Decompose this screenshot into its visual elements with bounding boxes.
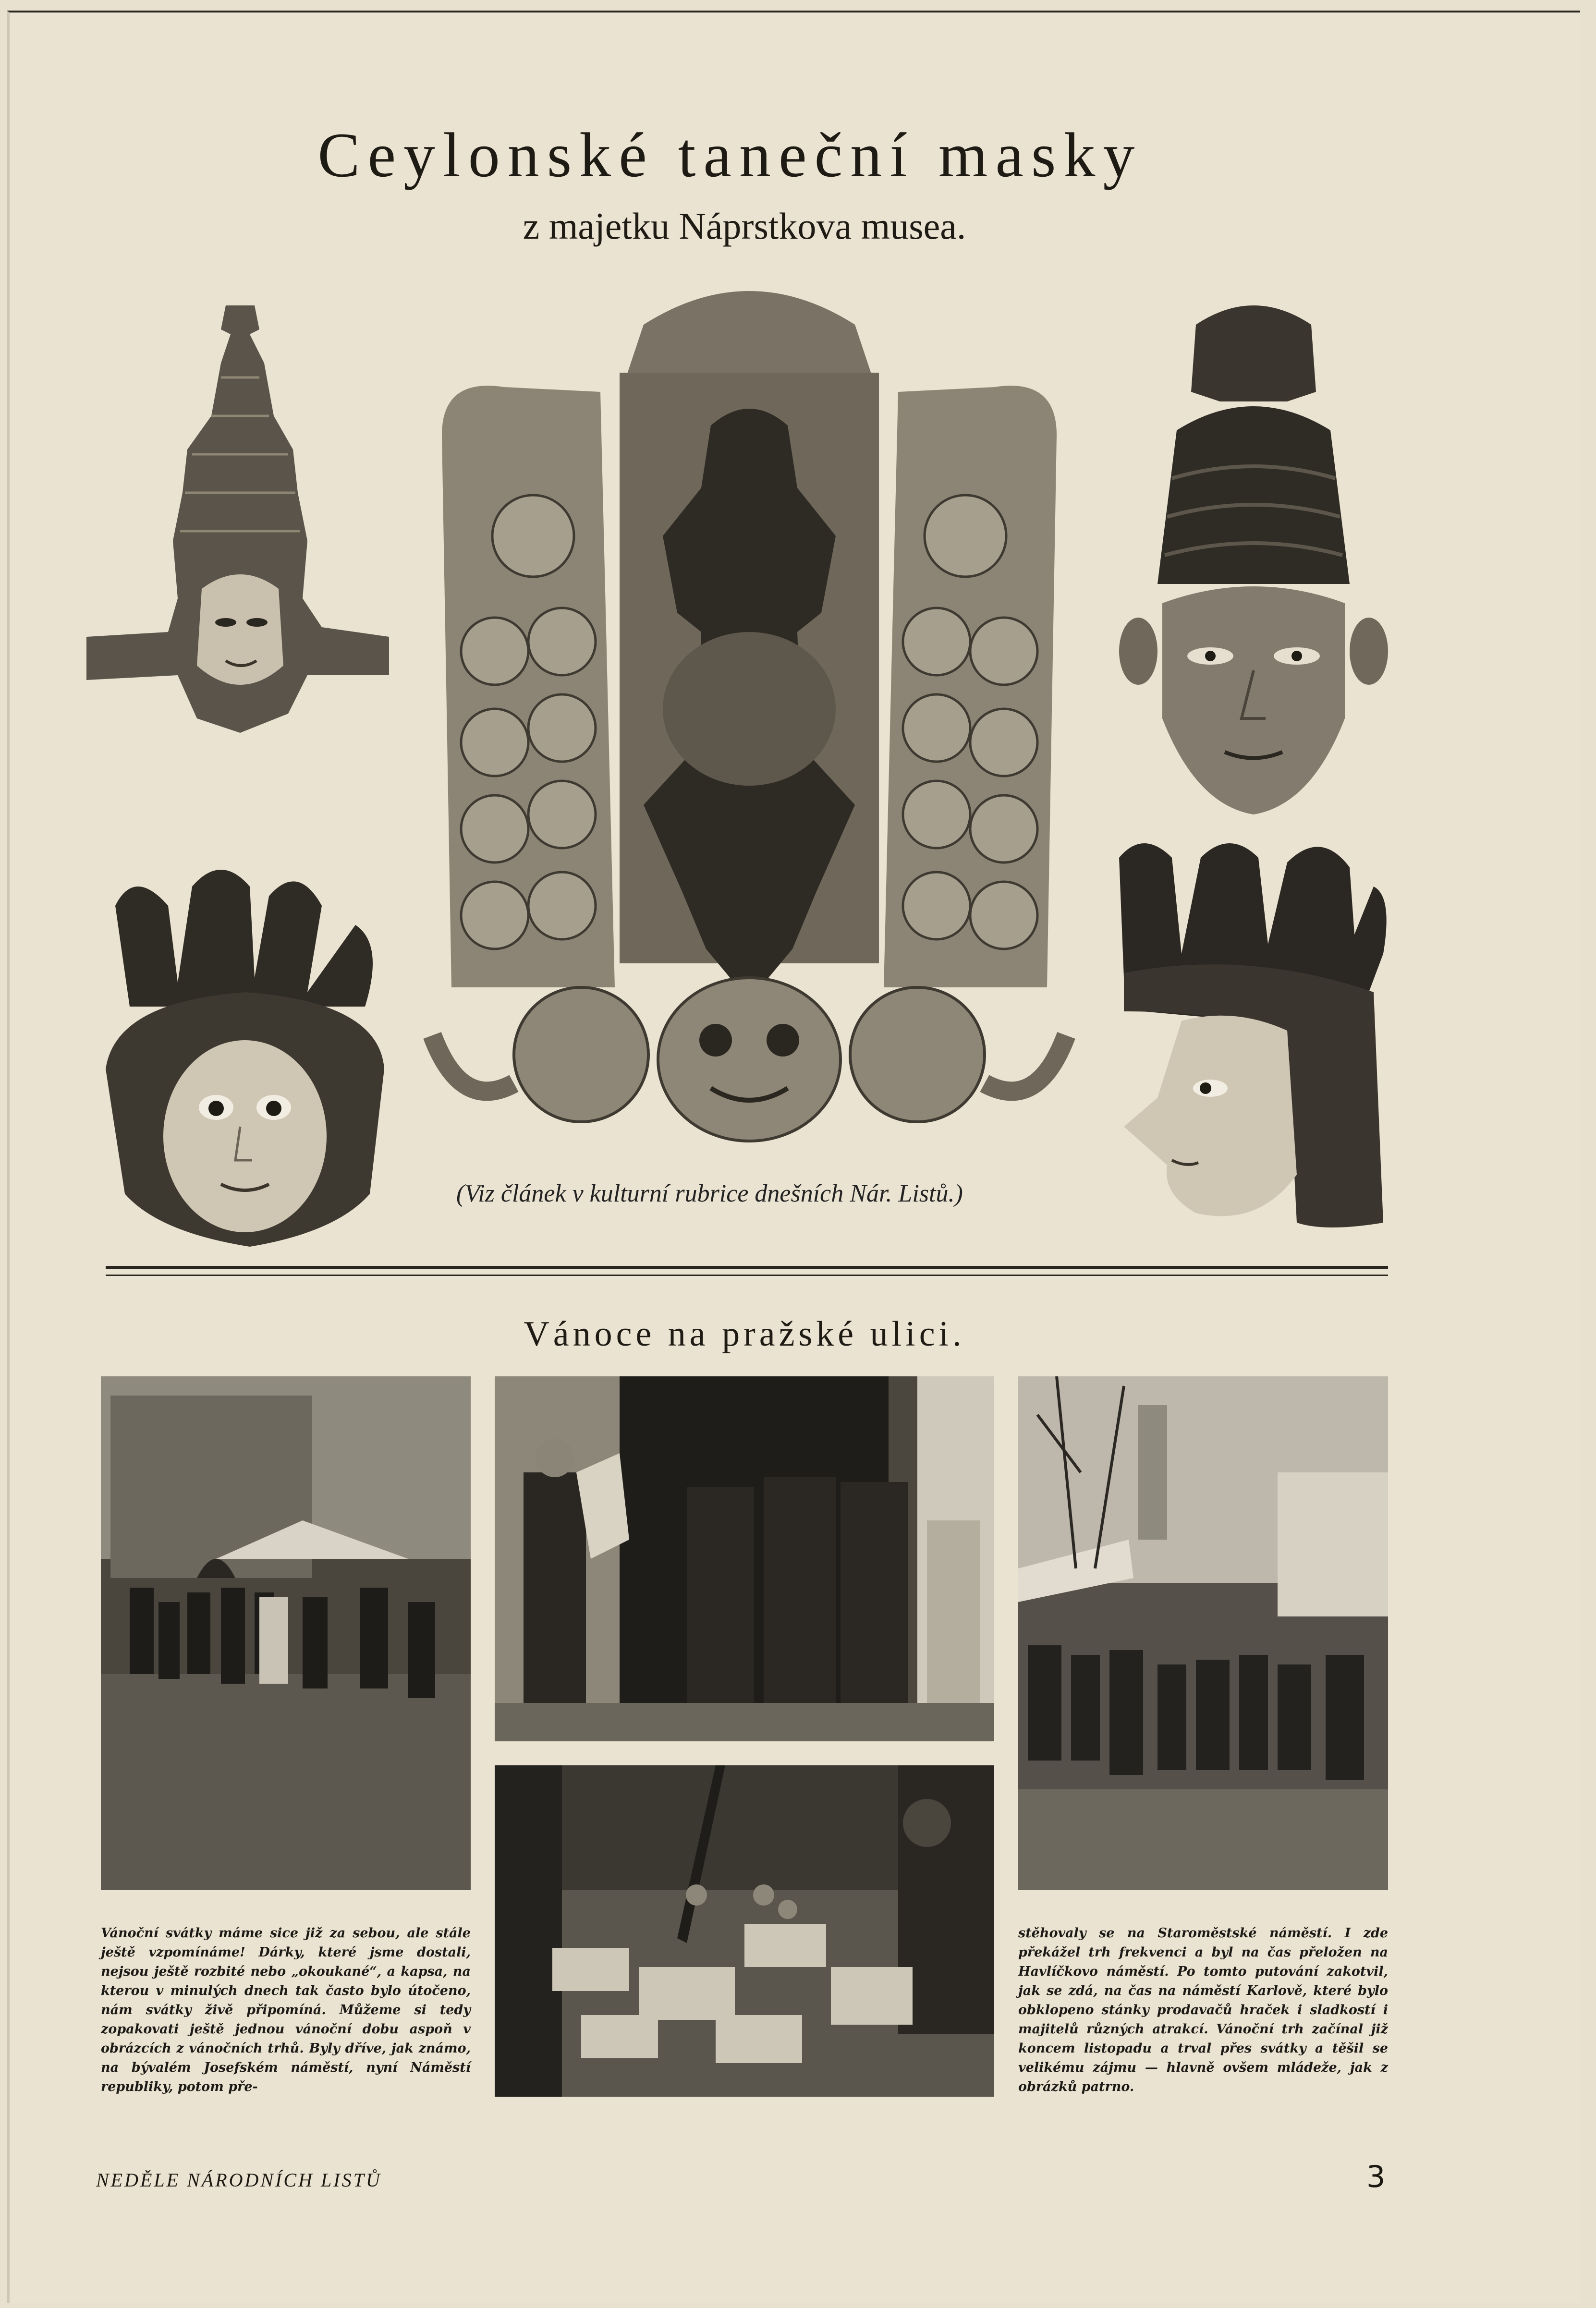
section-divider [106, 1266, 1388, 1269]
mask-photo-horned-face [96, 848, 394, 1251]
mask-photo-crowned-face [1119, 296, 1388, 824]
article-right-column: stěhovaly se na Staroměstské náměstí. I zde překážel trh frekvenci a byl na čas přeložen na Havlíčkovo náměstí. Po tomto putování zakotvil, jak se zdá, na čas na náměstí Karlově, které bylo obklopeno stánky prodavačů hraček i sladkostí i majitelů různých atrakcí. Vánoční trh začínal již koncem listopadu a trval přes svátky a těšil se velikému zájmu — hlavně ovšem mládeže, jak z obrázků patrno. [1018, 1926, 1388, 2094]
photo-street-stalls [1018, 1376, 1388, 1890]
section-heading: Vánoce na pražské ulici. [524, 1314, 965, 1354]
footer-publication: NEDĚLE NÁRODNÍCH LISTŮ [96, 2169, 382, 2191]
section-divider-thin [106, 1275, 1388, 1276]
article-left-column: Vánoční svátky máme sice již za sebou, ale stále ještě vzpomínáme! Dárky, které jsme dostali, nejsou ještě rozbité nebo „okoukané“, a kapsa, na kterou v minulých dnech tak často bylo útočeno, nám svátky živě připomíná. Můžeme si tedy zopakovati ještě jednou vánoční dobu aspoň v obrázcích z vánočních trhů. Byly dříve, jak známo, na bývalém Josefském náměstí, nyní Náměstí republiky, potom pře- [101, 1926, 471, 2094]
masks-caption: (Viz článek v kulturní rubrice dnešních Nár. Listů.) [456, 1180, 963, 1207]
photo-street-vendor [495, 1376, 994, 1741]
mask-photo-tall-crown [82, 291, 399, 790]
page-subtitle: z majetku Náprstkova musea. [523, 205, 966, 247]
photo-stall-goods [495, 1765, 994, 2097]
mask-photo-profile [1114, 829, 1393, 1232]
page-title: Ceylonské taneční masky [317, 120, 1143, 190]
photo-market-square [101, 1376, 471, 1890]
newspaper-page [7, 11, 1580, 2303]
page-number: 3 [1366, 2159, 1386, 2194]
mask-photo-central-figure [423, 267, 1076, 1146]
